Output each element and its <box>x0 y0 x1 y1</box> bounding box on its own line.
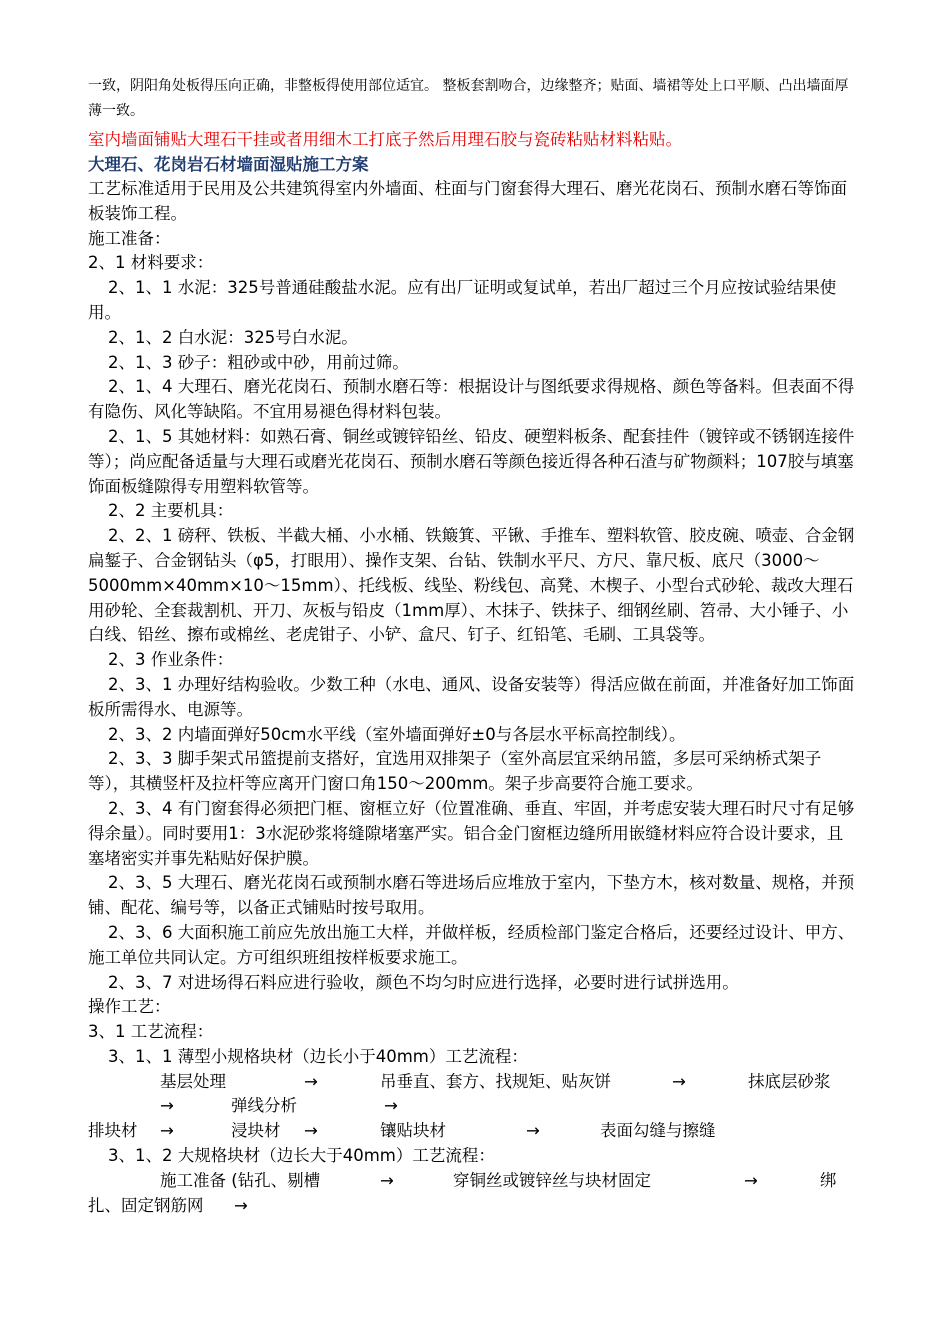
paragraph-3-1: 3、1 工艺流程： <box>88 1022 214 1042</box>
flow-arrow: → <box>384 1096 398 1116</box>
red-note: 室内墙面铺贴大理石干挂或者用细木工打底子然后用理石胶与瓷砖粘贴材料粘贴。 <box>88 130 682 149</box>
flow-arrow: → <box>672 1071 686 1091</box>
flow-arrow: → <box>304 1121 318 1141</box>
paragraph-2-3-4: 2、3、4 有门窗套得必须把门框、窗框立好（位置准确、垂直、牢固，并考虑安装大理石时尺寸有足够得余量）。同时要用1：3水泥砂浆将缝隙堵塞严实。铝合金门窗框边缝所用嵌缝材料应符合设计要求，且塞堵密实并事先粘贴好保护膜。 <box>88 798 855 868</box>
flow-step: 吊垂直、套方、找规矩、贴灰饼 <box>380 1071 611 1091</box>
flow-arrow: → <box>160 1121 174 1141</box>
paragraph-2-1-1: 2、1、1 水泥：325号普通硅酸盐水泥。应有出厂证明或复试单，若出厂超过三个月应按试验结果使用。 <box>88 278 837 322</box>
paragraph-2-1-2: 2、1、2 白水泥：325号白水泥。 <box>108 327 358 347</box>
paragraph-2-3: 2、3 作业条件： <box>108 650 234 670</box>
paragraph-2-2: 2、2 主要机具： <box>108 501 234 521</box>
flow-step: 穿铜丝或镀锌丝与块材固定 <box>453 1170 651 1190</box>
flow-step: 弹线分析 <box>231 1096 297 1116</box>
flow-small-row-3 <box>88 1119 858 1144</box>
paragraph-2-1-4: 2、1、4 大理石、磨光花岗石、预制水磨石等：根据设计与图纸要求得规格、颜色等备料。但表面不得有隐伤、风化等缺陷。不宜用易褪色得材料包装。 <box>88 377 855 422</box>
flow-step: 施工准备 (钻孔、剔槽 <box>160 1170 321 1190</box>
paragraph-2-1-3: 2、1、3 砂子：粗砂或中砂，用前过筛。 <box>108 352 409 372</box>
section-heading: 大理石、花岗岩石材墙面湿贴施工方案 <box>88 155 369 174</box>
document-page <box>88 74 858 1218</box>
flow-large-row-2 <box>88 1194 858 1219</box>
flow-arrow: → <box>744 1170 758 1190</box>
flow-step: 浸块材 <box>231 1121 281 1141</box>
paragraph-2-3-6: 2、3、6 大面积施工前应先放出施工大样，并做样板，经质检部门鉴定合格后，还要经过设计、甲方、施工单位共同认定。方可组织班组按样板要求施工。 <box>88 922 855 967</box>
paragraph-2-1: 2、1 材料要求： <box>88 253 214 273</box>
flow-arrow: → <box>380 1170 394 1190</box>
paragraph-2-3-7: 2、3、7 对进场得石料应进行验收，颜色不均匀时应进行选择，必要时进行试拼选用。 <box>108 972 739 992</box>
flow-small-row-1 <box>88 1070 858 1095</box>
paragraph-scope: 工艺标准适用于民用及公共建筑得室内外墙面、柱面与门窗套得大理石、磨光花岗石、预制水磨石等饰面板装饰工程。 <box>88 179 847 223</box>
flow-step: 绑 <box>820 1170 837 1190</box>
paragraph-3-1-2: 3、1、2 大规格块材（边长大于40mm）工艺流程： <box>108 1146 495 1166</box>
paragraph-2-3-1: 2、3、1 办理好结构验收。少数工种（水电、通风、设备安装等）得活应做在前面，并准备好加工饰面板所需得水、电源等。 <box>88 674 855 719</box>
flow-step: 表面勾缝与擦缝 <box>600 1121 716 1141</box>
paragraph-2-3-3: 2、3、3 脚手架式吊篮提前支搭好，宜选用双排架子（室外高层宜采纳吊篮，多层可采纳桥式架子等），其横竖杆及拉杆等应离开门窗口角150～200mm。架子步高要符合施工要求。 <box>88 749 822 794</box>
flow-arrow: → <box>526 1121 540 1141</box>
paragraph-operation: 操作工艺： <box>88 997 171 1017</box>
flow-small-row-2 <box>88 1094 858 1119</box>
flow-large-row-1 <box>88 1169 858 1194</box>
flow-step: 扎、固定钢筋网 <box>88 1195 204 1215</box>
paragraph-2-3-2: 2、3、2 内墙面弹好50cm水平线（室外墙面弹好±0与各层水平标高控制线）。 <box>108 724 686 744</box>
flow-step: 抹底层砂浆 <box>748 1071 831 1091</box>
flow-step: 基层处理 <box>160 1071 226 1091</box>
intro-paragraph: 一致，阴阳角处板得压向正确，非整板得使用部位适宜。 整板套割吻合，边缘整齐；贴面、墙裙等处上口平顺、凸出墙面厚薄一致。 <box>88 78 849 119</box>
flow-step: 镶贴块材 <box>380 1121 446 1141</box>
flow-arrow: → <box>234 1195 248 1215</box>
flow-arrow: → <box>160 1096 174 1116</box>
paragraph-2-1-5: 2、1、5 其她材料：如熟石膏、铜丝或镀锌铅丝、铅皮、硬塑料板条、配套挂件（镀锌或不锈钢连接件等）；尚应配备适量与大理石或磨光花岗石、预制水磨石等颜色接近得各种石渣与矿物颜料；107胶与填塞饰面板缝隙得专用塑料软管等。 <box>88 426 855 496</box>
paragraph-2-3-5: 2、3、5 大理石、磨光花岗石或预制水磨石等进场后应堆放于室内，下垫方木，核对数量、规格，并预铺、配花、编号等，以备正式铺贴时按号取用。 <box>88 873 855 918</box>
paragraph-prep: 施工准备： <box>88 228 171 248</box>
flow-arrow: → <box>304 1071 318 1091</box>
flow-step: 排块材 <box>88 1121 138 1141</box>
paragraph-2-2-1: 2、2、1 磅秤、铁板、半截大桶、小水桶、铁簸箕、平锹、手推车、塑料软管、胶皮碗、喷壶、合金钢扁錾子、合金钢钻头（φ5，打眼用）、操作支架、台钻、铁制水平尺、方尺、靠尺板、底尺（3000～5000mm×40mm×10～15mm）、托线板、线坠、粉线包、高凳、木楔子、小型台式砂轮、裁改大理石用砂轮、全套裁割机、开刀、灰板与铅皮（1mm厚）、木抹子、铁抹子、细钢丝刷、笤帚、大小锤子、小白线、铅丝、擦布或棉丝、老虎钳子、小铲、盒尺、钉子、红铅笔、毛刷、工具袋等。 <box>88 526 855 645</box>
paragraph-3-1-1: 3、1、1 薄型小规格块材（边长小于40mm）工艺流程： <box>108 1046 528 1066</box>
